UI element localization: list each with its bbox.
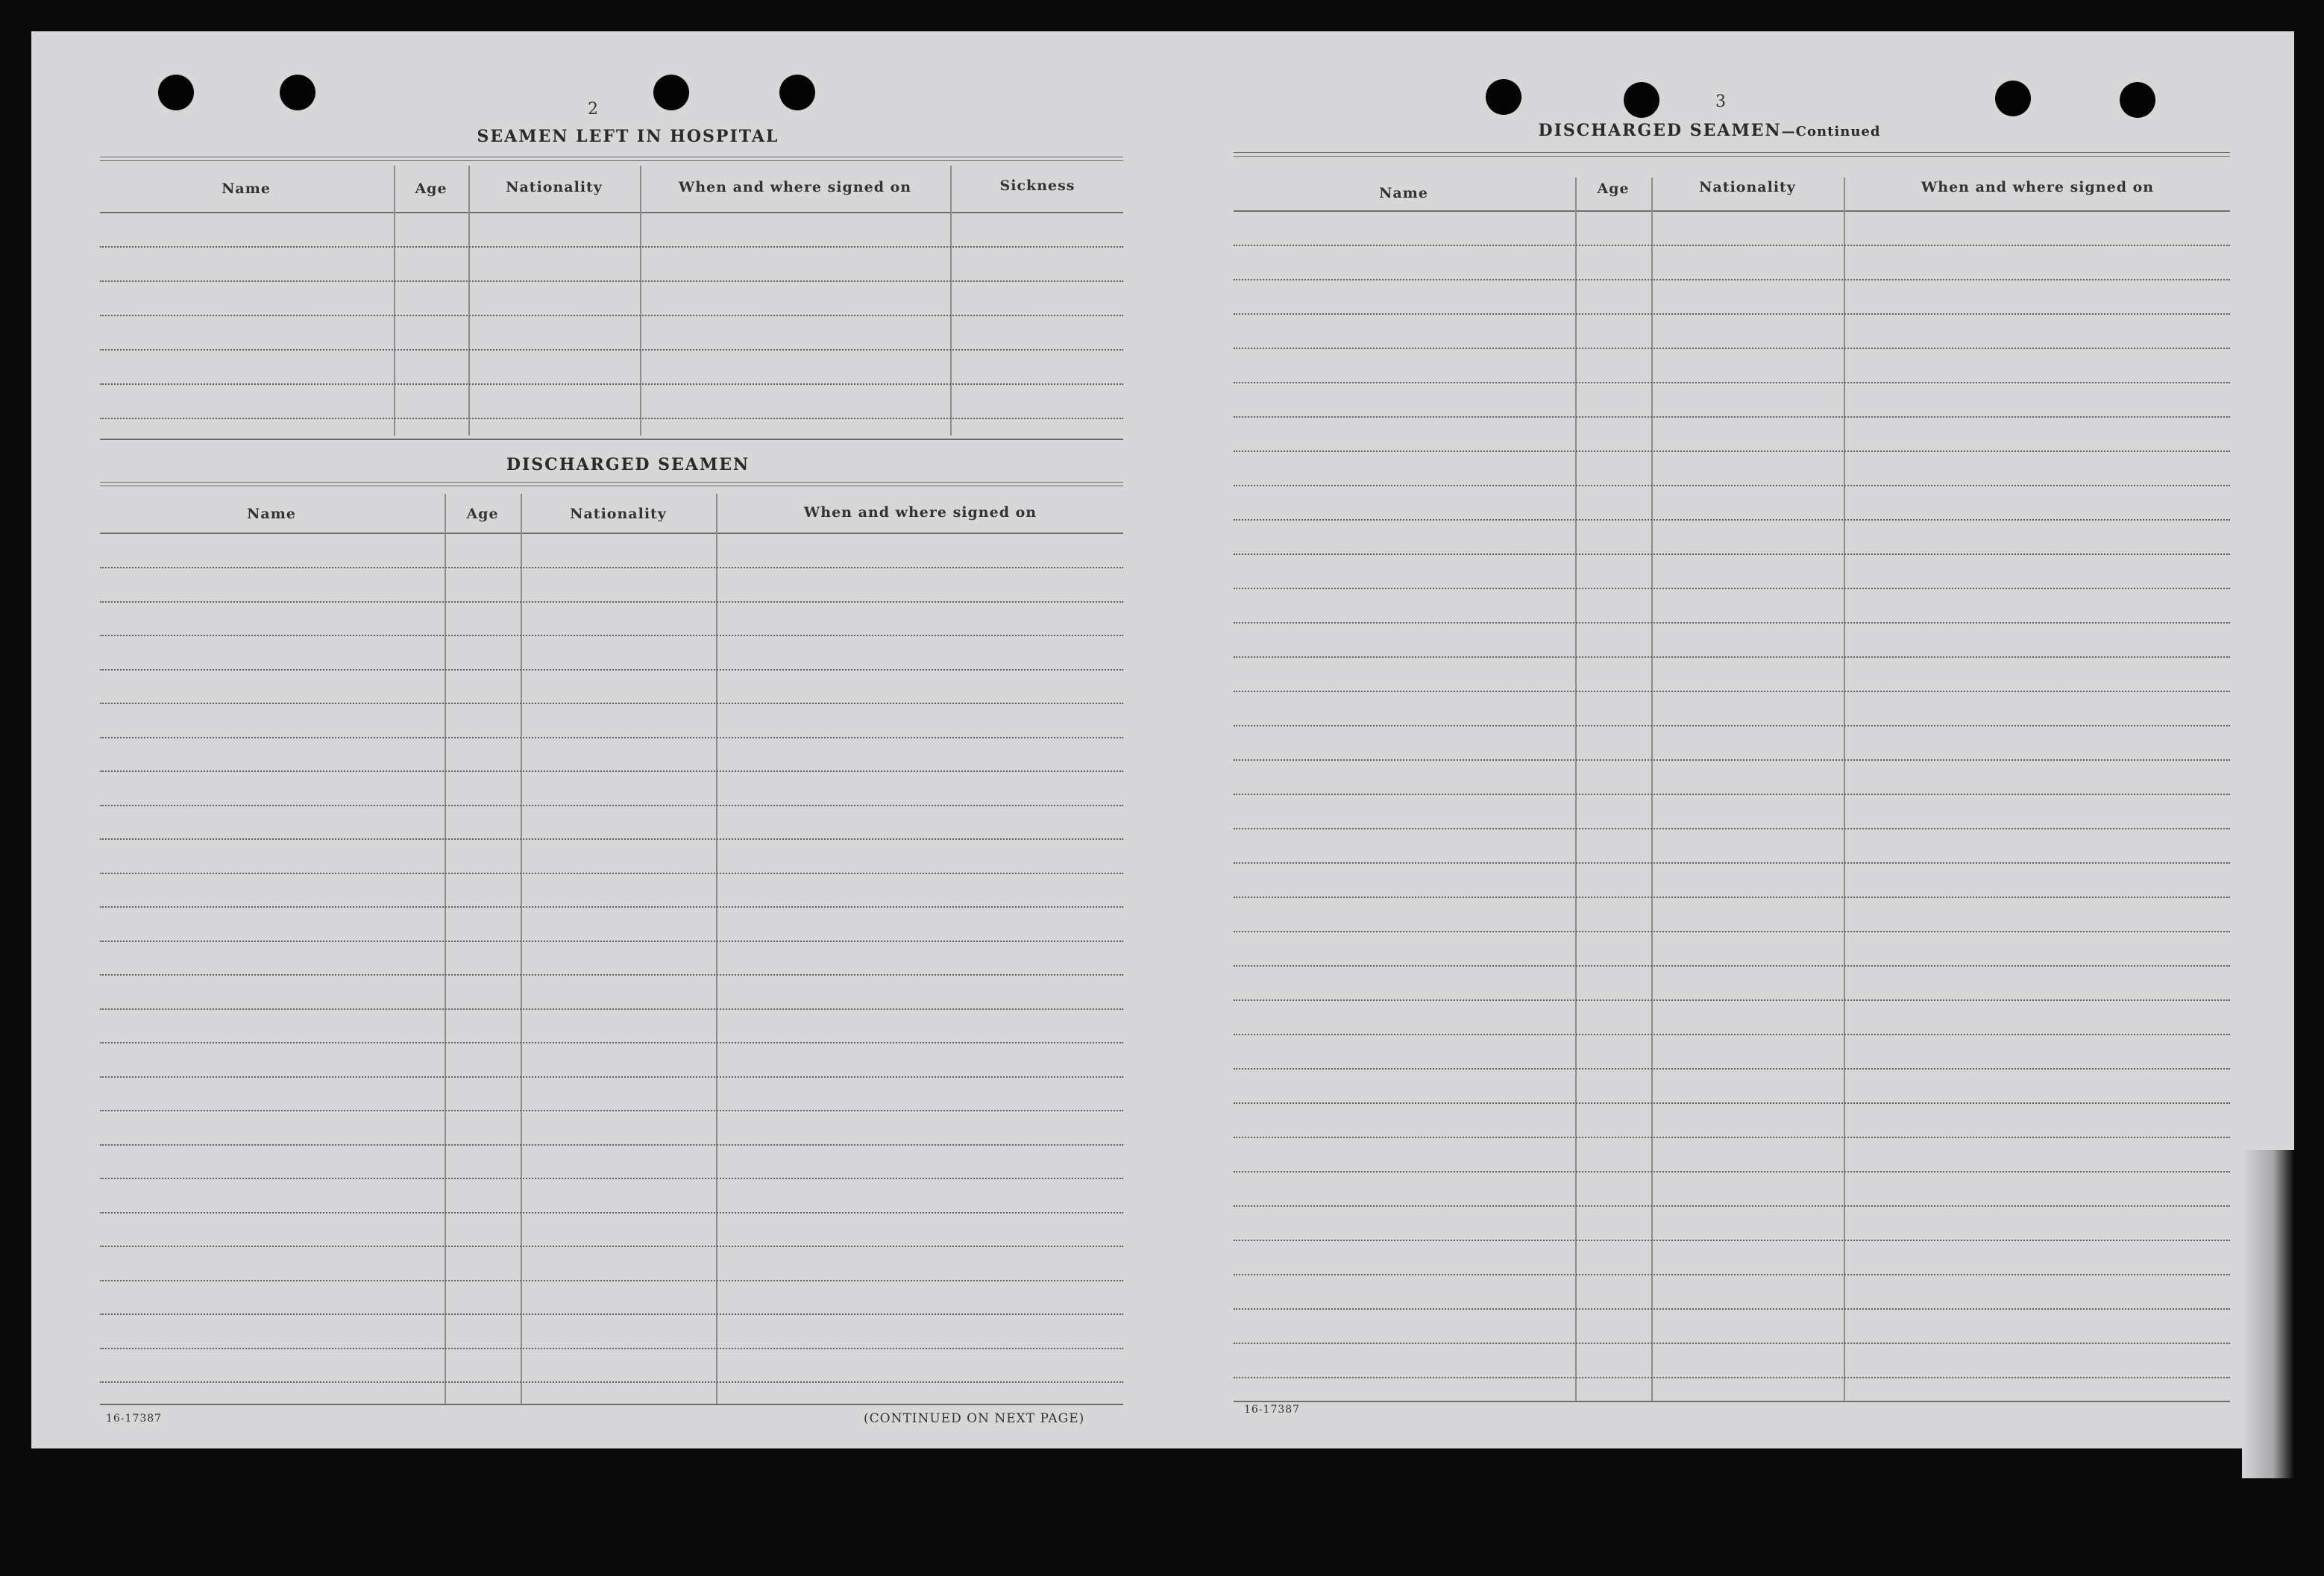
discharged-header-rule (100, 533, 1123, 534)
blank-row-line (100, 418, 1123, 419)
column-header-nationality: Nationality (1699, 179, 1796, 195)
form-number: 16-17387 (1244, 1404, 1301, 1416)
blank-row-line (1234, 245, 2230, 246)
column-divider (468, 166, 470, 436)
blank-row-line (100, 315, 1123, 316)
blank-row-line (100, 805, 1123, 806)
blank-row-line (100, 941, 1123, 942)
blank-row-line (1234, 416, 2230, 418)
blank-row-line (1234, 588, 2230, 589)
blank-row-line (1234, 1274, 2230, 1275)
column-header-nationality: Nationality (506, 179, 603, 195)
punch-hole (1486, 79, 1521, 115)
blank-row-line (1234, 931, 2230, 932)
blank-row-line (1234, 1068, 2230, 1070)
blank-row-line (1234, 485, 2230, 486)
blank-row-line (100, 567, 1123, 568)
blank-row-line (1234, 382, 2230, 383)
right-top-rule (1234, 152, 2230, 153)
blank-row-line (1234, 1205, 2230, 1207)
right-bottom-rule (1234, 1401, 2230, 1402)
blank-row-line (100, 1178, 1123, 1179)
continued-note: (CONTINUED ON NEXT PAGE) (864, 1411, 1085, 1426)
blank-row-line (100, 246, 1123, 248)
blank-row-line (100, 1144, 1123, 1146)
blank-row-line (100, 906, 1123, 908)
hospital-section-title: SEAMEN LEFT IN HOSPITAL (477, 127, 779, 146)
right-header-rule (1234, 210, 2230, 212)
page-number: 3 (1715, 92, 1727, 111)
column-divider (716, 494, 717, 1405)
continued-suffix: —Continued (1781, 124, 1881, 139)
blank-row-line (1234, 519, 2230, 521)
blank-row-line (1234, 1034, 2230, 1035)
column-header-signed-on: When and where signed on (1921, 179, 2155, 195)
blank-row-line (1234, 622, 2230, 624)
page-number: 2 (588, 100, 599, 119)
blank-row-line (1234, 450, 2230, 452)
hospital-bottom-rule (100, 439, 1123, 440)
column-divider (445, 494, 446, 1405)
blank-row-line (100, 1280, 1123, 1281)
blank-row-line (100, 737, 1123, 738)
discharged-section-title: DISCHARGED SEAMEN (506, 455, 750, 474)
column-header-age: Age (466, 506, 499, 522)
column-header-sickness: Sickness (999, 178, 1075, 194)
blank-row-line (100, 703, 1123, 704)
punch-hole (779, 75, 815, 110)
blank-row-line (1234, 1343, 2230, 1344)
blank-row-line (100, 1381, 1123, 1383)
blank-row-line (100, 601, 1123, 603)
blank-row-line (100, 383, 1123, 385)
blank-row-line (1234, 999, 2230, 1001)
blank-row-line (100, 669, 1123, 671)
blank-row-line (1234, 1137, 2230, 1138)
blank-row-line (100, 1313, 1123, 1315)
column-divider (394, 166, 395, 436)
discharged-bottom-rule (100, 1404, 1123, 1405)
discharged-top-rule (100, 482, 1123, 483)
punch-hole (1624, 82, 1659, 118)
blank-row-line (1234, 897, 2230, 898)
column-header-signed-on: When and where signed on (678, 179, 912, 195)
blank-row-line (100, 1348, 1123, 1349)
blank-row-line (1234, 691, 2230, 692)
blank-row-line (100, 1246, 1123, 1247)
column-header-age: Age (415, 180, 447, 197)
column-header-age: Age (1597, 180, 1630, 197)
form-number: 16-17387 (106, 1413, 163, 1425)
blank-row-line (100, 838, 1123, 840)
blank-row-line (100, 280, 1123, 282)
blank-row-line (1234, 725, 2230, 726)
blank-row-line (1234, 553, 2230, 555)
column-divider (1575, 178, 1577, 1401)
blank-row-line (100, 1076, 1123, 1078)
blank-row-line (1234, 965, 2230, 967)
blank-row-line (1234, 279, 2230, 280)
column-divider (950, 166, 952, 436)
column-divider (640, 166, 641, 436)
column-divider (1651, 178, 1653, 1401)
blank-row-line (1234, 1171, 2230, 1172)
column-header-name: Name (247, 506, 296, 522)
column-header-name: Name (222, 180, 271, 197)
blank-row-line (100, 1042, 1123, 1043)
blank-row-line (1234, 1377, 2230, 1378)
discharged-title-text: DISCHARGED SEAMEN (1538, 121, 1782, 140)
column-header-signed-on: When and where signed on (803, 504, 1037, 521)
page-curl-shadow (2242, 1150, 2294, 1478)
blank-row-line (1234, 759, 2230, 761)
blank-row-line (100, 1008, 1123, 1010)
column-header-nationality: Nationality (570, 506, 667, 522)
blank-row-line (100, 873, 1123, 874)
discharged-continued-title (1523, 121, 1896, 140)
blank-row-line (1234, 862, 2230, 864)
blank-row-line (1234, 313, 2230, 315)
blank-row-line (100, 635, 1123, 636)
punch-hole (280, 75, 315, 110)
column-header-name: Name (1379, 185, 1428, 201)
blank-row-line (1234, 1240, 2230, 1241)
blank-row-line (100, 974, 1123, 976)
blank-row-line (1234, 828, 2230, 829)
manifest-sheet (31, 31, 2294, 1448)
punch-hole (653, 75, 689, 110)
punch-hole (158, 75, 194, 110)
blank-row-line (1234, 348, 2230, 349)
blank-row-line (1234, 794, 2230, 795)
blank-row-line (100, 1212, 1123, 1214)
column-divider (1844, 178, 1845, 1401)
column-divider (521, 494, 522, 1405)
blank-row-line (100, 349, 1123, 351)
hospital-header-rule (100, 212, 1123, 213)
blank-row-line (1234, 656, 2230, 658)
blank-row-line (1234, 1308, 2230, 1310)
blank-row-line (100, 1110, 1123, 1111)
blank-row-line (100, 770, 1123, 772)
punch-hole (2120, 82, 2155, 118)
blank-row-line (1234, 1102, 2230, 1104)
punch-hole (1995, 81, 2031, 116)
